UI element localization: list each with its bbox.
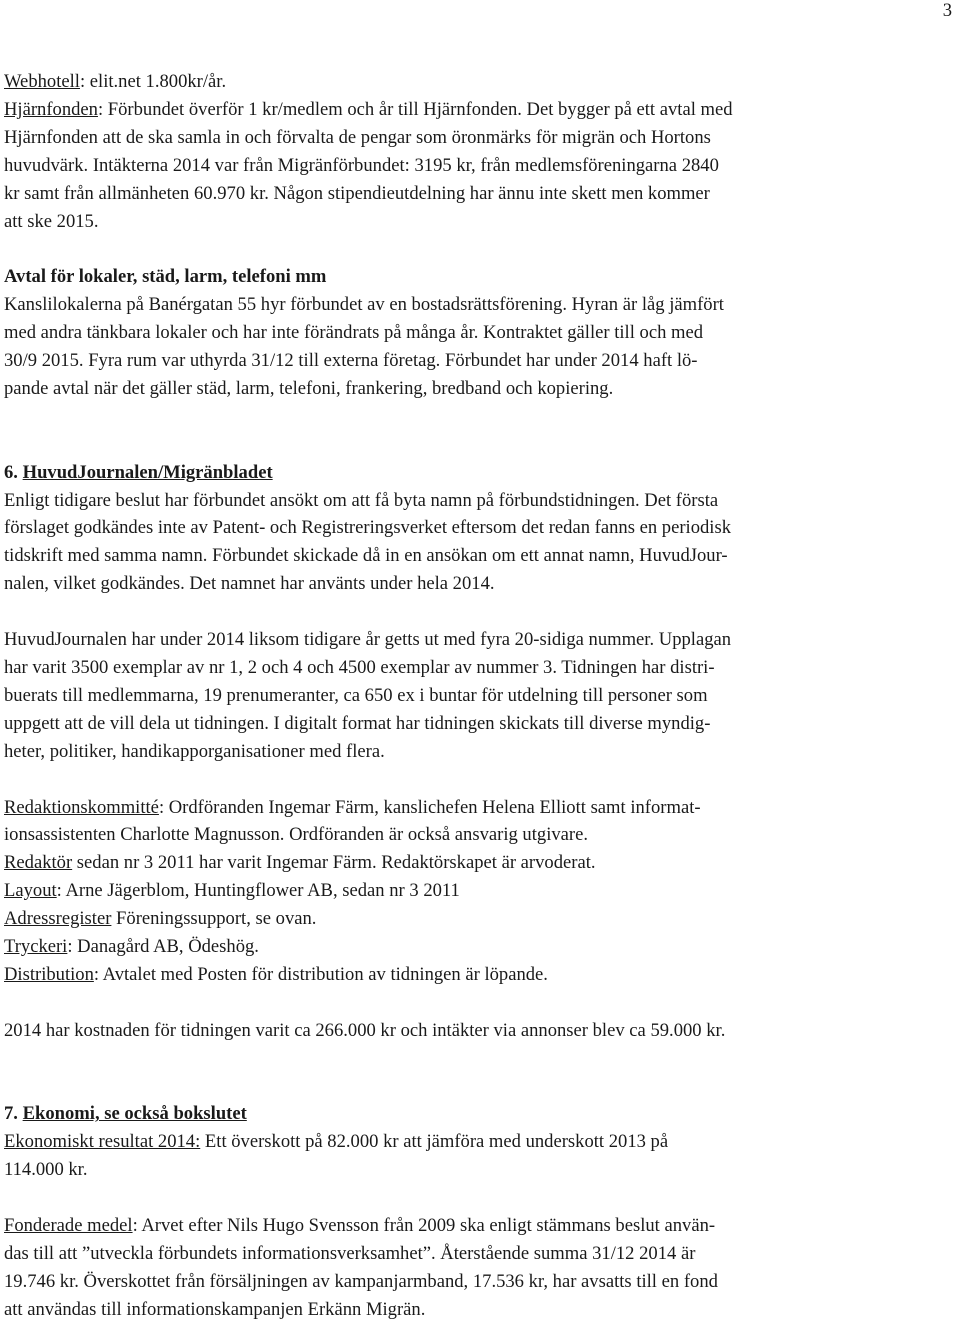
distribution-label: Distribution	[4, 963, 94, 985]
s6-p1-line-1: Enligt tidigare beslut har förbundet ansökt om att få byta namn på förbundstidningen. Det första	[4, 489, 719, 511]
section-6	[4, 459, 956, 1045]
fonderade-text-1: : Arvet efter Nils Hugo Svensson från 2009 ska enligt stämmans beslut använ-	[132, 1215, 716, 1237]
avtal-line-4: pande avtal när det gäller städ, larm, telefoni, frankering, bredband och kopiering.	[4, 377, 614, 399]
hjarnfonden-line-4: kr samt från allmänheten 60.970 kr. Någon stipendieutdelning har ännu inte skett men kommer	[4, 182, 710, 204]
fonderade-label: Fonderade medel	[4, 1215, 133, 1237]
s6-p1-line-4: nalen, vilket godkändes. Det namnet har använts under hela 2014.	[4, 573, 495, 595]
hjarnfonden-line-2: Hjärnfonden att de ska samla in och förvalta de pengar som öronmärks för migrän och Hortons	[4, 126, 711, 148]
redaktionskommitte-line-2: ionsassistenten Charlotte Magnusson. Ordföranden är också ansvarig utgivare.	[4, 824, 589, 846]
fonderade-line-3: 19.746 kr. Överskottet från försäljningen av kampanjarmband, 17.536 kr, har avsatts till en fond	[4, 1270, 718, 1292]
layout-label: Layout	[4, 880, 57, 902]
fonderade-line-2: das till att ”utveckla förbundets informationsverksamhet”. Återstående summa 31/12 2014 är	[4, 1242, 696, 1264]
kostnad-line: 2014 har kostnaden för tidningen varit ca 266.000 kr och intäkter via annonser blev ca 59.000 kr.	[4, 1019, 726, 1041]
webhotell-text: : elit.net 1.800kr/år.	[79, 71, 227, 92]
avtal-line-3: 30/9 2015. Fyra rum var uthyrda 31/12 till externa företag. Förbundet har under 2014 haft lö-	[4, 350, 698, 372]
document-body	[4, 68, 956, 1324]
hjarnfonden-line-5: att ske 2015.	[4, 210, 99, 232]
tryckeri-line	[4, 933, 956, 961]
avtal-line-2: med andra tänkbara lokaler och har inte förändrats på många år. Kontraktet gäller till och med	[4, 322, 704, 344]
section-7-number: 7.	[4, 1103, 18, 1125]
s6-p1-line-2: förslaget godkändes inte av Patent- och Registreringsverket eftersom det redan fanns en periodisk	[4, 517, 731, 539]
layout-text: : Arne Jägerblom, Huntingflower AB, sedan nr 3 2011	[56, 880, 460, 902]
section-6-heading	[4, 459, 956, 487]
section-7-heading	[4, 1100, 956, 1128]
distribution-line	[4, 961, 956, 989]
redaktor-label: Redaktör	[4, 852, 73, 874]
fonderade-line-4: att användas till informationskampanjen Erkänn Migrän.	[4, 1298, 426, 1320]
adressregister-label: Adressregister	[4, 908, 112, 930]
redaktionskommitte-label: Redaktionskommitté	[4, 796, 159, 818]
adressregister-line	[4, 905, 956, 933]
resultat-line-1	[4, 1128, 956, 1156]
distribution-text: : Avtalet med Posten för distribution av tidningen är löpande.	[93, 963, 548, 985]
section-7	[4, 1100, 956, 1323]
hjarnfonden-paragraph	[4, 96, 956, 236]
s6-p2-line-4: uppgett att de vill dela ut tidningen. I digitalt format har tidningen skickats till diverse myndig-	[4, 712, 711, 734]
tryckeri-label: Tryckeri	[4, 936, 68, 958]
avtal-line-1: Kanslilokalerna på Banérgatan 55 hyr förbundet av en bostadsrättsförening. Hyran är låg jämfört	[4, 294, 724, 316]
s6-p2-line-5: heter, politiker, handikapporganisationer med flera.	[4, 740, 385, 762]
adressregister-text: Föreningssupport, se ovan.	[111, 908, 317, 930]
redaktor-line	[4, 849, 956, 877]
section-6-title: HuvudJournalen/Migränbladet	[22, 461, 273, 483]
resultat-text-1: Ett överskott på 82.000 kr att jämföra med underskott 2013 på	[200, 1131, 669, 1153]
section-7-title: Ekonomi, se också bokslutet	[22, 1103, 247, 1125]
redaktionskommitte-line-1	[4, 794, 956, 822]
avtal-heading: Avtal för lokaler, städ, larm, telefoni mm	[4, 266, 327, 288]
redaktor-text: sedan nr 3 2011 har varit Ingemar Färm. Redaktörskapet är arvoderat.	[72, 852, 596, 874]
redaktionskommitte-text-1: : Ordföranden Ingemar Färm, kanslichefen Helena Elliott samt informat-	[158, 796, 701, 818]
hjarnfonden-label: Hjärnfonden	[4, 98, 98, 120]
hjarnfonden-line-3: huvudvärk. Intäkterna 2014 var från Migränförbundet: 3195 kr, från medlemsföreningarna 2840	[4, 154, 719, 176]
avtal-section	[4, 263, 956, 403]
s6-p2-line-1: HuvudJournalen har under 2014 liksom tidigare år getts ut med fyra 20-sidiga nummer. Upplagan	[4, 629, 732, 651]
s6-p2-line-3: buerats till medlemmarna, 19 prenumeranter, ca 650 ex i buntar för utdelning till personer som	[4, 684, 708, 706]
s6-p1-line-3: tidskrift med samma namn. Förbundet skickade då in en ansökan om ett annat namn, HuvudJour-	[4, 545, 728, 567]
section-6-number: 6.	[4, 461, 18, 483]
resultat-line-2: 114.000 kr.	[4, 1159, 88, 1181]
s6-p2-line-2: har varit 3500 exemplar av nr 1, 2 och 4 och 4500 exemplar av nummer 3. Tidningen har distri-	[4, 656, 715, 678]
webhotell-line	[4, 68, 956, 96]
fonderade-line-1	[4, 1212, 956, 1240]
page-number: 3	[942, 0, 952, 21]
tryckeri-text: : Danagård AB, Ödeshög.	[67, 936, 259, 958]
layout-line	[4, 877, 956, 905]
hjarnfonden-line-1: : Förbundet överför 1 kr/medlem och år till Hjärnfonden. Det bygger på ett avtal med	[97, 98, 733, 120]
webhotell-label: Webhotell	[4, 71, 80, 92]
resultat-label: Ekonomiskt resultat 2014:	[4, 1131, 201, 1153]
